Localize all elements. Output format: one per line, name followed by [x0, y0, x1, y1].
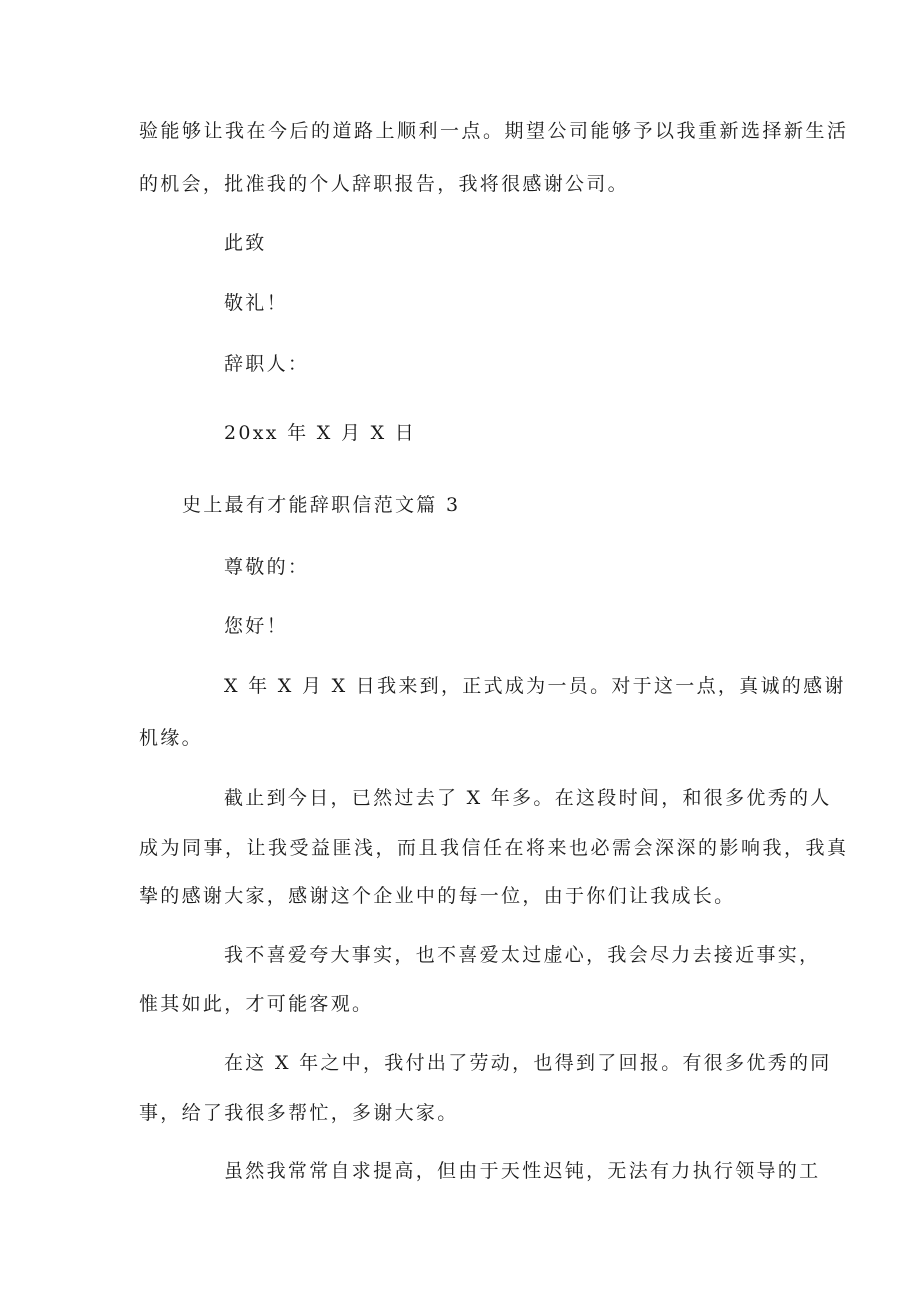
- section-heading: 史上最有才能辞职信范文篇 3: [182, 494, 461, 516]
- text-line: 的机会，批准我的个人辞职报告，我将很感谢公司。: [139, 173, 629, 195]
- paragraph-line: 机缘。: [139, 727, 203, 749]
- paragraph-line: 我不喜爱夸大事实，也不喜爱太过虚心，我会尽力去接近事实，: [224, 944, 821, 966]
- closing-regards: 敬礼！: [224, 292, 288, 314]
- date-line: 20xx 年 X 月 X 日: [224, 422, 417, 444]
- paragraph-line: 惟其如此，才可能客观。: [139, 993, 374, 1015]
- paragraph-line: 挚的感谢大家，感谢这个企业中的每一位，由于你们让我成长。: [139, 885, 736, 907]
- closing-salutation: 此致: [224, 232, 267, 254]
- signature-label: 辞职人：: [224, 353, 310, 375]
- paragraph-line: 虽然我常常自求提高，但由于天性迟钝，无法有力执行领导的工: [224, 1160, 821, 1182]
- paragraph-line: 事，给了我很多帮忙，多谢大家。: [139, 1102, 459, 1124]
- text-line: 验能够让我在今后的道路上顺利一点。期望公司能够予以我重新选择新生活: [139, 120, 849, 142]
- paragraph-line: 截止到今日，已然过去了 X 年多。在这段时间，和很多优秀的人: [224, 787, 832, 809]
- paragraph-line: 成为同事，让我受益匪浅，而且我信任在将来也必需会深深的影响我，我真: [139, 837, 849, 859]
- paragraph-line: X 年 X 月 X 日我来到，正式成为一员。对于这一点，真诚的感谢: [224, 675, 846, 697]
- paragraph-line: 在这 X 年之中，我付出了劳动，也得到了回报。有很多优秀的同: [224, 1052, 832, 1074]
- greeting-hello: 您好！: [224, 615, 288, 637]
- greeting: 尊敬的：: [224, 556, 310, 578]
